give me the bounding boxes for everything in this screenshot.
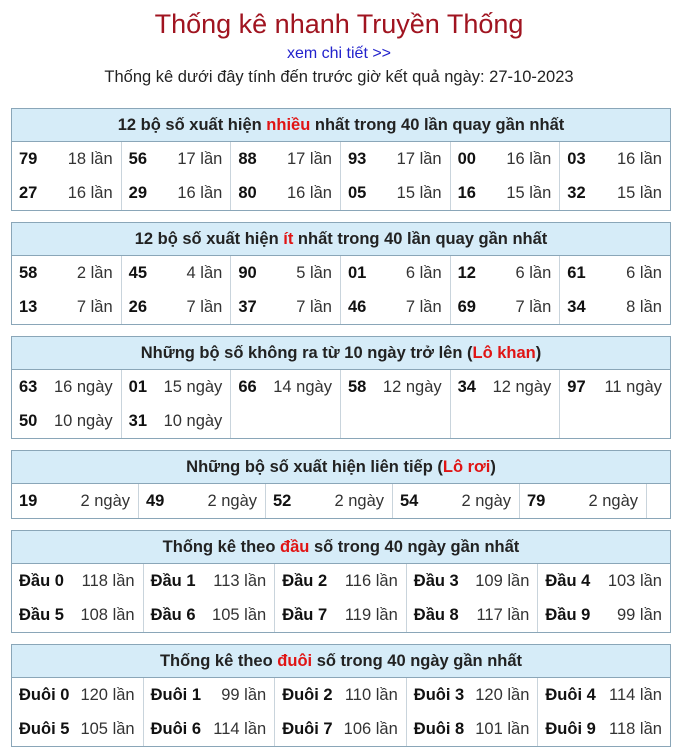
stat-number: 01: [128, 377, 148, 396]
stats-grid: [12, 564, 670, 632]
section-highlight: đầu: [280, 538, 310, 556]
stat-cell: [341, 142, 451, 176]
stat-count: 2 ngày: [334, 491, 384, 510]
stat-number: Đuôi 8: [413, 719, 465, 738]
stat-count: 16 ngày: [53, 377, 113, 396]
stat-number: 16: [457, 183, 476, 202]
stat-cell: [12, 256, 122, 290]
stat-number: 32: [567, 183, 586, 202]
stat-cell: [538, 712, 670, 746]
stat-cell: [122, 290, 232, 324]
stat-number: 56: [128, 149, 148, 168]
stat-count: 8 lần: [626, 297, 662, 316]
stat-number: 01: [347, 263, 367, 282]
section-highlight: Lô khan: [472, 344, 536, 362]
stat-cell: [12, 712, 144, 746]
stat-cell: [275, 564, 407, 598]
stat-number: Đầu 9: [545, 605, 591, 624]
stat-count: 15 lần: [396, 183, 442, 202]
stat-cell: [12, 564, 144, 598]
stat-cell: [12, 176, 122, 210]
stats-grid: [12, 370, 670, 438]
stat-number: Đuôi 9: [545, 719, 596, 738]
empty-cell: [341, 404, 451, 438]
stat-count: 12 ngày: [382, 377, 442, 396]
stat-number: 46: [347, 297, 367, 316]
stat-cell: [451, 370, 561, 404]
stat-number: 69: [457, 297, 476, 316]
stat-cell: [341, 290, 451, 324]
stat-cell: [12, 404, 122, 438]
stat-count: 6 lần: [515, 263, 552, 282]
stat-number: Đuôi 1: [150, 685, 202, 704]
stats-grid: [12, 256, 670, 324]
stat-number: 88: [238, 149, 257, 168]
stat-cell: [407, 598, 539, 632]
stat-number: Đầu 8: [413, 605, 459, 624]
stat-number: 19: [19, 491, 38, 510]
stat-number: Đuôi 5: [19, 719, 70, 738]
stat-count: 18 lần: [67, 149, 113, 168]
stat-number: Đuôi 6: [150, 719, 202, 738]
stat-cell: [122, 404, 232, 438]
stat-cell: [560, 290, 670, 324]
stat-cell: [231, 290, 341, 324]
stat-number: 34: [567, 297, 586, 316]
stat-cell: [12, 678, 144, 712]
stat-cell: [451, 142, 561, 176]
stat-cell: [341, 176, 451, 210]
stat-count: 10 ngày: [53, 411, 113, 430]
stat-number: 50: [19, 411, 38, 430]
stat-count: 120 lần: [475, 685, 530, 704]
stat-count: 15 lần: [616, 183, 662, 202]
stat-cell: [520, 484, 647, 518]
stat-number: Đầu 0: [19, 571, 64, 590]
section-header: Những bộ số không ra từ 10 ngày trở lên (Lô khan): [12, 337, 670, 370]
stat-count: 17 lần: [177, 149, 223, 168]
stat-count: 2 ngày: [207, 491, 257, 510]
stat-number: 97: [567, 377, 586, 396]
empty-cell: [451, 404, 561, 438]
stat-number: Đầu 6: [150, 605, 196, 624]
stat-number: 52: [273, 491, 292, 510]
stat-number: 66: [238, 377, 257, 396]
stat-cell: [12, 290, 122, 324]
stat-number: 79: [527, 491, 546, 510]
stat-count: 7 lần: [515, 297, 552, 316]
stat-cell: [144, 598, 276, 632]
section-most-frequent: [11, 108, 671, 211]
stat-number: 49: [146, 491, 165, 510]
stat-number: Đuôi 3: [413, 685, 465, 704]
stat-cell: [275, 678, 407, 712]
stat-count: 2 ngày: [461, 491, 511, 510]
stat-number: Đầu 2: [282, 571, 328, 590]
stat-cell: [231, 370, 341, 404]
stat-number: Đầu 3: [413, 571, 459, 590]
stat-count: 118 lần: [609, 719, 662, 738]
stat-count: 117 lần: [476, 605, 530, 624]
stat-count: 101 lần: [475, 719, 530, 738]
stat-cell: [560, 142, 670, 176]
detail-link[interactable]: xem chi tiết >>: [286, 45, 392, 62]
stat-count: 2 ngày: [80, 491, 130, 510]
stat-count: 106 lần: [343, 719, 398, 738]
stat-count: 108 lần: [80, 605, 135, 624]
stats-grid: [12, 142, 670, 210]
section-lo-khan: [11, 336, 671, 439]
stat-number: 79: [19, 149, 38, 168]
page-subtitle: Thống kê dưới đây tính đến trước giờ kết quả ngày: 27-10-2023: [104, 68, 574, 86]
stat-number: 45: [128, 263, 148, 282]
section-least-frequent: [11, 222, 671, 325]
stat-cell: [275, 598, 407, 632]
stat-cell: [231, 142, 341, 176]
stat-cell: [407, 712, 539, 746]
stat-cell: [139, 484, 266, 518]
stat-count: 103 lần: [607, 571, 662, 590]
stat-number: 54: [400, 491, 419, 510]
stat-count: 15 ngày: [163, 377, 223, 396]
stat-cell: [451, 290, 561, 324]
stat-cell: [144, 564, 276, 598]
page-header: [0, 0, 678, 87]
stat-count: 109 lần: [475, 571, 530, 590]
stat-count: 17 lần: [287, 149, 332, 168]
stat-cell: [538, 564, 670, 598]
stat-number: 90: [238, 263, 257, 282]
stat-cell: [560, 256, 670, 290]
section-header: Thống kê theo đầu số trong 40 ngày gần nhất: [12, 531, 670, 564]
stat-count: 10 ngày: [163, 411, 223, 430]
stat-number: Đầu 1: [150, 571, 196, 590]
section-duoi: [11, 644, 671, 747]
stat-count: 99 lần: [617, 605, 662, 624]
stat-cell: [538, 678, 670, 712]
stat-number: 58: [19, 263, 38, 282]
section-highlight: đuôi: [277, 652, 313, 670]
stat-cell: [560, 370, 670, 404]
stat-count: 15 lần: [506, 183, 552, 202]
stat-count: 17 lần: [396, 149, 442, 168]
stat-number: Đuôi 4: [545, 685, 596, 704]
stat-cell: [341, 256, 451, 290]
stat-number: 31: [128, 411, 148, 430]
stat-count: 6 lần: [626, 263, 662, 282]
stat-number: 05: [347, 183, 367, 202]
stat-count: 16 lần: [287, 183, 332, 202]
stat-count: 7 lần: [296, 297, 332, 316]
empty-cell: [647, 484, 670, 518]
stat-cell: [12, 484, 139, 518]
stat-number: Đuôi 7: [282, 719, 333, 738]
stat-cell: [275, 712, 407, 746]
stat-count: 16 lần: [616, 149, 662, 168]
stat-number: 34: [457, 377, 476, 396]
stat-number: 93: [347, 149, 367, 168]
stat-cell: [144, 678, 276, 712]
stat-count: 99 lần: [221, 685, 267, 704]
stats-grid: [12, 678, 670, 746]
stat-count: 7 lần: [186, 297, 223, 316]
stat-cell: [407, 564, 539, 598]
stat-cell: [451, 256, 561, 290]
page-title: Thống kê nhanh Truyền Thống: [154, 9, 524, 39]
stat-number: Đầu 7: [282, 605, 328, 624]
section-header: Những bộ số xuất hiện liên tiếp (Lô rơi): [12, 451, 670, 484]
section-highlight: ít: [283, 230, 294, 248]
section-header: 12 bộ số xuất hiện nhiều nhất trong 40 lần quay gần nhất: [12, 109, 670, 142]
stat-count: 16 lần: [67, 183, 113, 202]
section-header: Thống kê theo đuôi số trong 40 ngày gần nhất: [12, 645, 670, 678]
stat-number: Đuôi 0: [19, 685, 70, 704]
stats-grid: [12, 484, 670, 518]
stat-count: 6 lần: [405, 263, 442, 282]
stat-count: 114 lần: [213, 719, 267, 738]
section-lo-roi: [11, 450, 671, 519]
stat-count: 16 lần: [506, 149, 552, 168]
stat-count: 7 lần: [76, 297, 113, 316]
stat-cell: [12, 370, 122, 404]
stat-cell: [144, 712, 276, 746]
empty-cell: [560, 404, 670, 438]
stat-cell: [122, 176, 232, 210]
stat-count: 105 lần: [80, 719, 135, 738]
stat-count: 2 lần: [76, 263, 113, 282]
stat-cell: [231, 256, 341, 290]
stat-cell: [122, 370, 232, 404]
stat-count: 119 lần: [344, 605, 398, 624]
stat-number: 37: [238, 297, 257, 316]
empty-cell: [231, 404, 341, 438]
stat-count: 4 lần: [186, 263, 223, 282]
stat-count: 114 lần: [609, 685, 662, 704]
stat-count: 16 lần: [177, 183, 223, 202]
stat-number: Đầu 5: [19, 605, 64, 624]
stat-cell: [451, 176, 561, 210]
stat-number: 61: [567, 263, 586, 282]
stat-number: 26: [128, 297, 148, 316]
stat-count: 113 lần: [213, 571, 267, 590]
stat-cell: [231, 176, 341, 210]
stat-number: 27: [19, 183, 38, 202]
stat-cell: [393, 484, 520, 518]
stat-number: 12: [457, 263, 476, 282]
stat-count: 12 ngày: [492, 377, 552, 396]
stat-cell: [266, 484, 393, 518]
stat-cell: [538, 598, 670, 632]
stat-cell: [122, 142, 232, 176]
section-dau: [11, 530, 671, 633]
stat-cell: [341, 370, 451, 404]
stat-cell: [407, 678, 539, 712]
stat-number: 29: [128, 183, 148, 202]
stat-number: 00: [457, 149, 476, 168]
stat-count: 110 lần: [344, 685, 398, 704]
stat-cell: [12, 598, 144, 632]
section-highlight: Lô rơi: [442, 458, 491, 476]
stat-count: 118 lần: [81, 571, 135, 590]
stat-count: 7 lần: [405, 297, 442, 316]
stat-number: Đuôi 2: [282, 685, 333, 704]
stat-count: 2 ngày: [588, 491, 638, 510]
stat-cell: [122, 256, 232, 290]
stat-count: 105 lần: [212, 605, 267, 624]
stat-number: 80: [238, 183, 257, 202]
stat-number: 13: [19, 297, 38, 316]
stat-number: Đầu 4: [545, 571, 591, 590]
section-highlight: nhiều: [266, 116, 311, 134]
stat-cell: [560, 176, 670, 210]
stat-count: 120 lần: [80, 685, 135, 704]
stat-number: 58: [347, 377, 367, 396]
stat-number: 63: [19, 377, 38, 396]
stat-count: 14 ngày: [273, 377, 332, 396]
stat-count: 5 lần: [296, 263, 332, 282]
stat-count: 116 lần: [344, 571, 398, 590]
stat-number: 03: [567, 149, 586, 168]
section-header: 12 bộ số xuất hiện ít nhất trong 40 lần quay gần nhất: [12, 223, 670, 256]
stat-count: 11 ngày: [604, 377, 662, 396]
stat-cell: [12, 142, 122, 176]
